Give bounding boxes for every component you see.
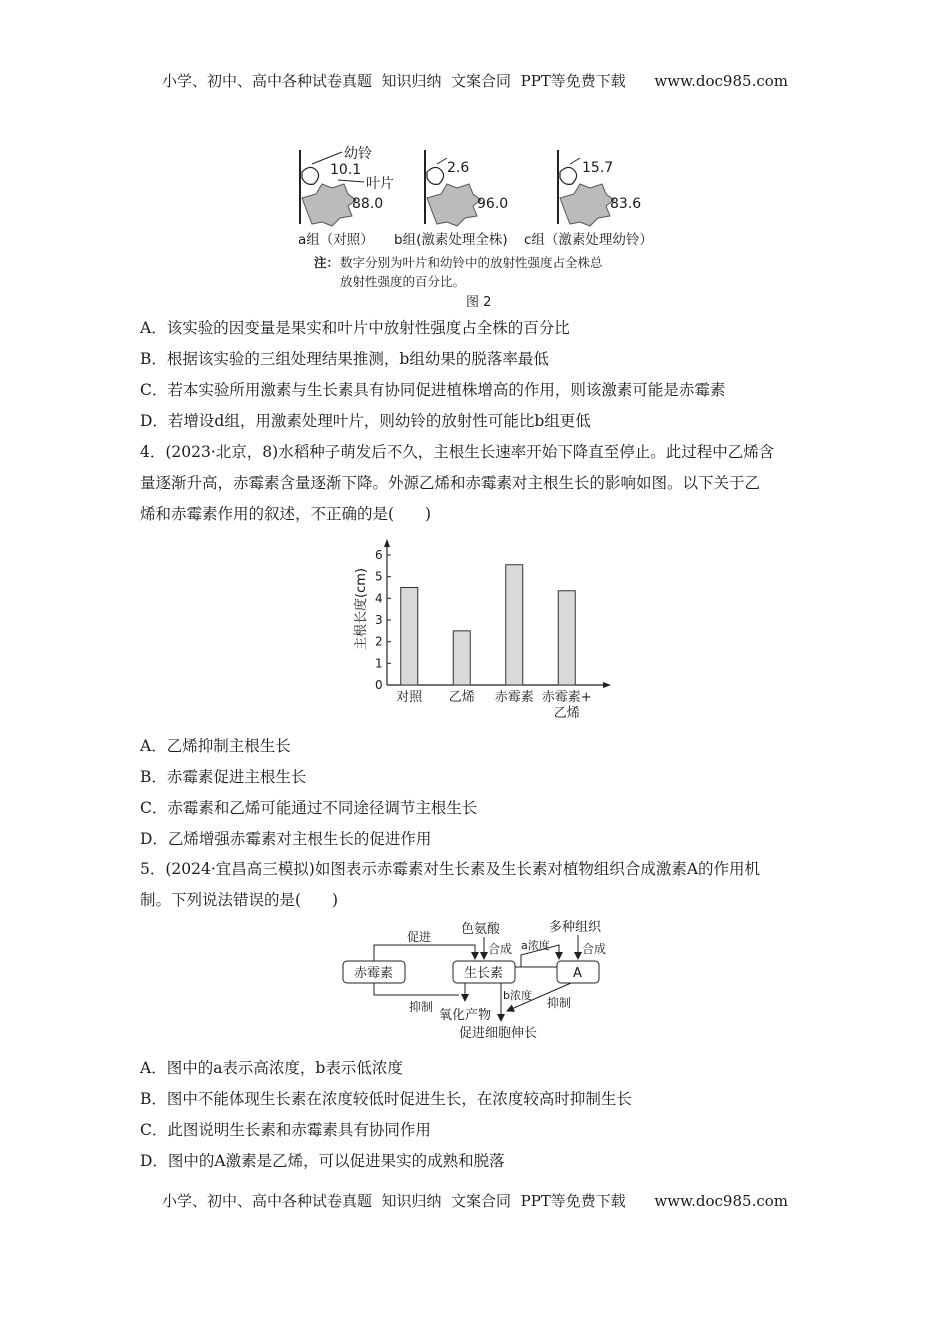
boll-icon [427, 167, 444, 184]
box-a-label: A [573, 966, 582, 981]
q4-option-c: C．赤霉素和乙烯可能通过不同途径调节主根生长 [140, 799, 478, 817]
page-header: 小学、初中、高中各种试卷真题 知识归纳 文案合同 PPT等免费下载 www.doc985.com [161, 72, 788, 90]
group-c-label: c组（激素处理幼铃） [524, 232, 653, 248]
q4-stem-line-3: 烯和赤霉素作用的叙述，不正确的是( ) [140, 505, 432, 523]
x-category-label: 赤霉素+ [541, 690, 592, 705]
q5-option-a: A．图中的a表示高浓度，b表示低浓度 [140, 1059, 403, 1077]
y-tick-label: 2 [375, 634, 383, 649]
y-tick-label: 5 [375, 569, 383, 584]
synth-label-1: 合成 [488, 942, 513, 956]
label-leaf: 叶片 [366, 176, 394, 192]
q4-stem-line-1: 4．(2023·北京，8)水稻种子萌发后不久，主根生长速率开始下降直至停止。此过程中乙烯含 [140, 443, 775, 461]
y-tick-label: 1 [375, 656, 383, 671]
x-category-label: 乙烯 [448, 690, 475, 705]
leaf-icon [302, 184, 356, 226]
inhibit-label-2: 抑制 [547, 996, 572, 1010]
bar-3 [506, 565, 523, 685]
chart-ylabel: 主根长度(cm) [354, 568, 369, 650]
inhibit-label-1: 抑制 [409, 1000, 434, 1014]
q4-option-b: B．赤霉素促进主根生长 [140, 768, 307, 786]
y-tick-label: 0 [375, 678, 383, 692]
hormone-mechanism-diagram [335, 915, 655, 1045]
a-conc-label: a浓度 [521, 939, 550, 952]
figure-2-caption: 图 2 [466, 295, 492, 310]
figure2-group-c [558, 150, 641, 226]
promote-label: 促进 [407, 930, 432, 944]
box-auxin-label: 生长素 [464, 966, 504, 981]
y-tick-label: 6 [375, 548, 383, 562]
q5-option-b: B．图中不能体现生长素在浓度较低时促进生长，在浓度较高时抑制生长 [140, 1090, 632, 1108]
figure2-group-b [425, 150, 508, 226]
x-category-label: 乙烯 [553, 706, 580, 721]
q4-option-a: A．乙烯抑制主根生长 [140, 737, 291, 755]
tryptophan-label: 色氨酸 [461, 922, 501, 937]
note-line-2: 放射性强度的百分比。 [340, 274, 466, 289]
page-footer: 小学、初中、高中各种试卷真题 知识归纳 文案合同 PPT等免费下载 www.doc985.com [161, 1192, 788, 1210]
leaf-icon [427, 184, 481, 226]
note-line-1: 数字分别为叶片和幼铃中的放射性强度占全株总 [340, 255, 603, 270]
group-a-boll-value: 10.1 [330, 162, 362, 178]
group-b-boll-value: 2.6 [447, 160, 470, 176]
q5-stem-line-2: 制。下列说法错误的是( ) [140, 891, 339, 909]
group-a-label: a组（对照） [298, 232, 374, 248]
bar-4 [558, 591, 575, 685]
group-b-leaf-value: 96.0 [477, 196, 509, 212]
q3-option-b: B．根据该实验的三组处理结果推测，b组幼果的脱落率最低 [140, 350, 549, 368]
synth-label-2: 合成 [582, 942, 607, 956]
x-category-label: 赤霉素 [494, 690, 534, 705]
note-label: 注： [314, 255, 340, 270]
q5-option-d: D．图中的A激素是乙烯，可以促进果实的成熟和脱落 [140, 1152, 505, 1170]
bar-2 [453, 631, 470, 685]
label-boll: 幼铃 [344, 146, 372, 162]
q3-option-a: A．该实验的因变量是果实和叶片中放射性强度占全株的百分比 [140, 319, 570, 337]
q5-option-c: C．此图说明生长素和赤霉素具有协同作用 [140, 1121, 431, 1139]
q4-stem-line-2: 量逐渐升高，赤霉素含量逐渐下降。外源乙烯和赤霉素对主根生长的影响如图。以下关于乙 [140, 474, 761, 492]
x-category-label: 对照 [396, 690, 423, 705]
oxidation-label: 氧化产物 [439, 1008, 492, 1023]
q3-option-c: C．若本实验所用激素与生长素具有协同促进植株增高的作用，则该激素可能是赤霉素 [140, 381, 726, 399]
bar-1 [401, 588, 418, 686]
boll-icon [302, 167, 319, 184]
q4-option-d: D．乙烯增强赤霉素对主根生长的促进作用 [140, 830, 432, 848]
x-axis-arrow [603, 682, 611, 688]
group-a-leaf-value: 88.0 [352, 196, 384, 212]
q5-stem-line-1: 5．(2024·宜昌高三模拟)如图表示赤霉素对生长素及生长素对植物组织合成激素A的作用机 [140, 860, 761, 878]
group-c-leaf-value: 83.6 [610, 196, 642, 212]
figure2-group-a [300, 146, 394, 226]
tissues-label: 多种组织 [549, 920, 602, 935]
group-b-label: b组(激素处理全株) [394, 232, 508, 248]
q3-option-d: D．若增设d组，用激素处理叶片，则幼铃的放射性可能比b组更低 [140, 412, 591, 430]
root-length-bar-chart [345, 535, 645, 725]
y-tick-label: 3 [375, 613, 383, 627]
boll-icon [560, 167, 577, 184]
box-gibberellin-label: 赤霉素 [354, 966, 394, 981]
y-axis-arrow [384, 539, 390, 547]
elongation-label: 促进细胞伸长 [459, 1026, 538, 1041]
group-c-boll-value: 15.7 [582, 160, 614, 176]
leaf-icon [560, 184, 614, 226]
y-tick-label: 4 [375, 591, 383, 606]
b-conc-label: b浓度 [503, 989, 532, 1002]
